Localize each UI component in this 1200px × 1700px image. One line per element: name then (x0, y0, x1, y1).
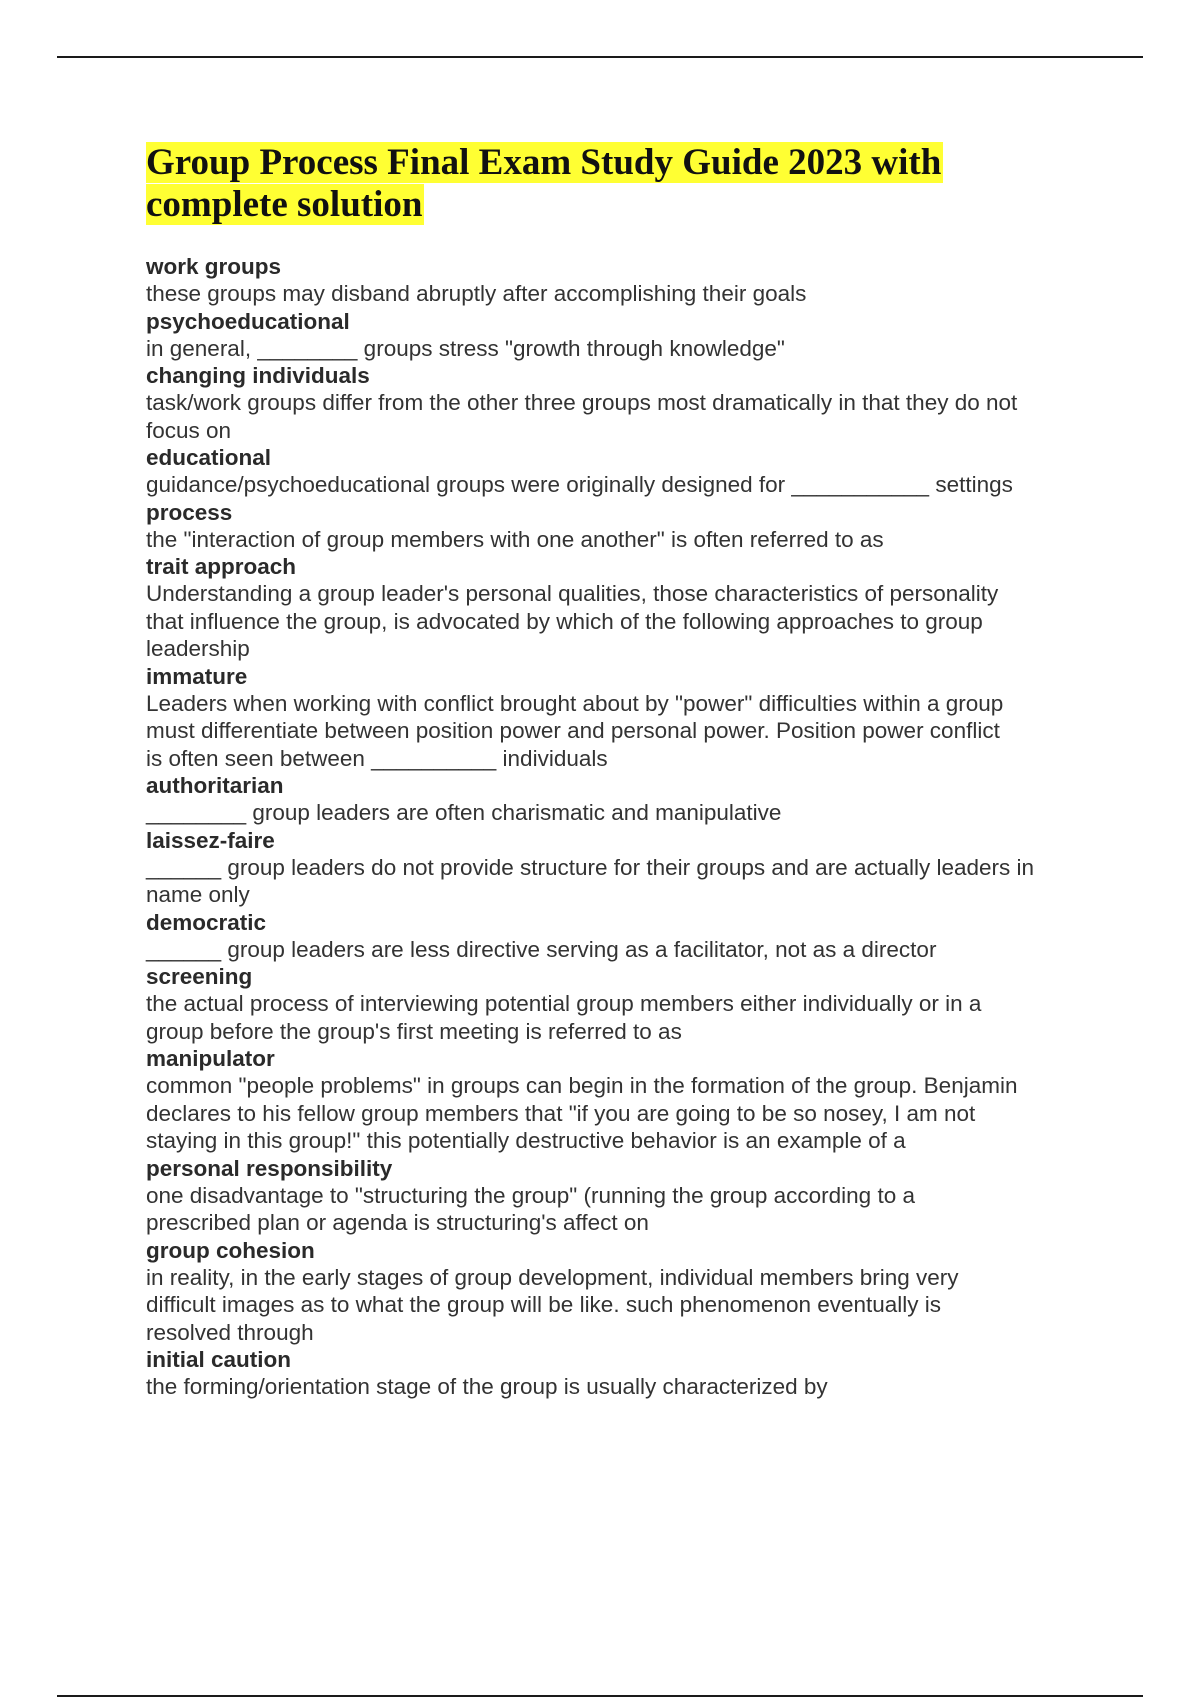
entry-term: trait approach (146, 554, 297, 579)
title-line-1: Group Process Final Exam Study Guide 2023 with (146, 142, 942, 183)
entry-definition: task/work groups differ from the other three groups most dramatically in that they do not focus on (146, 390, 1018, 443)
entry-term: changing individuals (146, 363, 370, 388)
entry-term: personal responsibility (146, 1155, 393, 1181)
entry-definition: Leaders when working with conflict brought about by "power" difficulties within a group must differentiate between position power and personal power. Position power conflict is often seen between __________ individuals (146, 690, 1004, 771)
entry-term: psychoeducational (146, 308, 350, 334)
footer-rule (57, 1695, 1143, 1697)
entry-term: authoritarian (146, 773, 284, 798)
title-line-2: complete solution (146, 184, 423, 225)
entry-term: group cohesion (146, 1237, 315, 1263)
entry-definition: ______ group leaders do not provide structure for their groups and are actually leaders in name only (146, 854, 1035, 907)
entry-definition: in reality, in the early stages of group development, individual members bring very difficult images as to what the group will be like. such phenomenon eventually is resolved through (146, 1264, 959, 1345)
entry-definition: these groups may disband abruptly after accomplishing their goals (146, 281, 807, 306)
entry-definition: the forming/orientation stage of the group is usually characterized by (146, 1374, 828, 1399)
entry-definition: in general, ________ groups stress "growth through knowledge" (146, 335, 785, 361)
entry-definition: one disadvantage to "structuring the group" (running the group according to a prescribed plan or agenda is structuring's affect on (146, 1182, 915, 1235)
entry-term: manipulator (146, 1046, 275, 1071)
document-body (146, 142, 1096, 1401)
entry-definition: guidance/psychoeducational groups were originally designed for ___________ settings (146, 472, 1013, 497)
entry-term: democratic (146, 909, 267, 935)
entry-term: work groups (146, 254, 282, 279)
entry-definition: the "interaction of group members with one another" is often referred to as (146, 526, 884, 552)
entry-definition: ______ group leaders are less directive serving as a facilitator, not as a director (146, 936, 937, 962)
entry-definition: common "people problems" in groups can begin in the formation of the group. Benjamin declares to his fellow group members that "if you are going to be so nosey, I am not staying in this group!" this potentially destructive behavior is an example of a (146, 1073, 1018, 1153)
entry-term: screening (146, 964, 253, 989)
entry-definition: the actual process of interviewing potential group members either individually or in a group before the group's first meeting is referred to as (146, 991, 982, 1044)
entry-term: laissez-faire (146, 827, 275, 853)
entry-term: initial caution (146, 1347, 292, 1372)
qa-list (146, 253, 1096, 1401)
entry-definition: ________ group leaders are often charismatic and manipulative (146, 800, 782, 825)
entry-term: process (146, 499, 233, 525)
entry-term: immature (146, 663, 248, 689)
entry-term: educational (146, 445, 272, 470)
entry-definition: Understanding a group leader's personal qualities, those characteristics of personality that influence the group, is advocated by which of the following approaches to group leadership (146, 581, 999, 661)
header-rule (57, 56, 1143, 58)
document-title (146, 142, 1096, 226)
